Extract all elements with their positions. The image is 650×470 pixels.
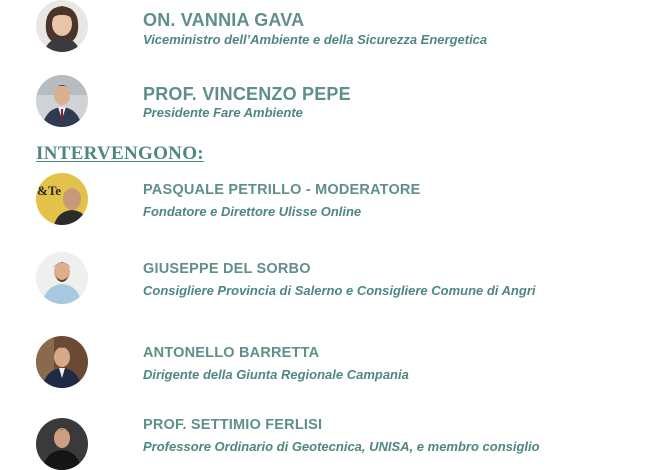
avatar bbox=[36, 252, 88, 304]
speaker-name: PROF. VINCENZO PEPE bbox=[143, 84, 351, 104]
badge-text: &Te bbox=[37, 183, 62, 198]
portrait-photo-icon bbox=[36, 336, 88, 388]
participant-name: ANTONELLO BARRETTA bbox=[143, 345, 320, 361]
participant-name: PROF. SETTIMIO FERLISI bbox=[143, 417, 323, 433]
avatar bbox=[36, 173, 88, 225]
speaker-role: Presidente Fare Ambiente bbox=[143, 105, 303, 120]
participant-name: PASQUALE PETRILLO - MODERATORE bbox=[143, 182, 421, 198]
participant-role: Consigliere Provincia di Salerno e Consigliere Comune di Angri bbox=[143, 283, 536, 298]
avatar bbox=[36, 75, 88, 127]
portrait-photo-icon bbox=[36, 75, 88, 127]
speaker-role: Viceministro dell’Ambiente e della Sicurezza Energetica bbox=[143, 32, 488, 47]
participant-name: GIUSEPPE DEL SORBO bbox=[143, 261, 311, 277]
avatar bbox=[36, 336, 88, 388]
avatar bbox=[36, 418, 88, 470]
participant-role: Professore Ordinario di Geotecnica, UNISA, e membro consiglio bbox=[143, 439, 540, 454]
participant-role: Dirigente della Giunta Regionale Campania bbox=[143, 367, 409, 382]
section-heading: INTERVENGONO: bbox=[36, 143, 204, 164]
avatar bbox=[36, 0, 88, 52]
portrait-photo-icon bbox=[36, 0, 88, 52]
portrait-photo-icon bbox=[36, 252, 88, 304]
speaker-name: ON. VANNIA GAVA bbox=[143, 10, 305, 30]
portrait-photo-icon bbox=[36, 418, 88, 470]
participant-role: Fondatore e Direttore Ulisse Online bbox=[143, 204, 362, 219]
portrait-photo-icon bbox=[36, 173, 88, 225]
